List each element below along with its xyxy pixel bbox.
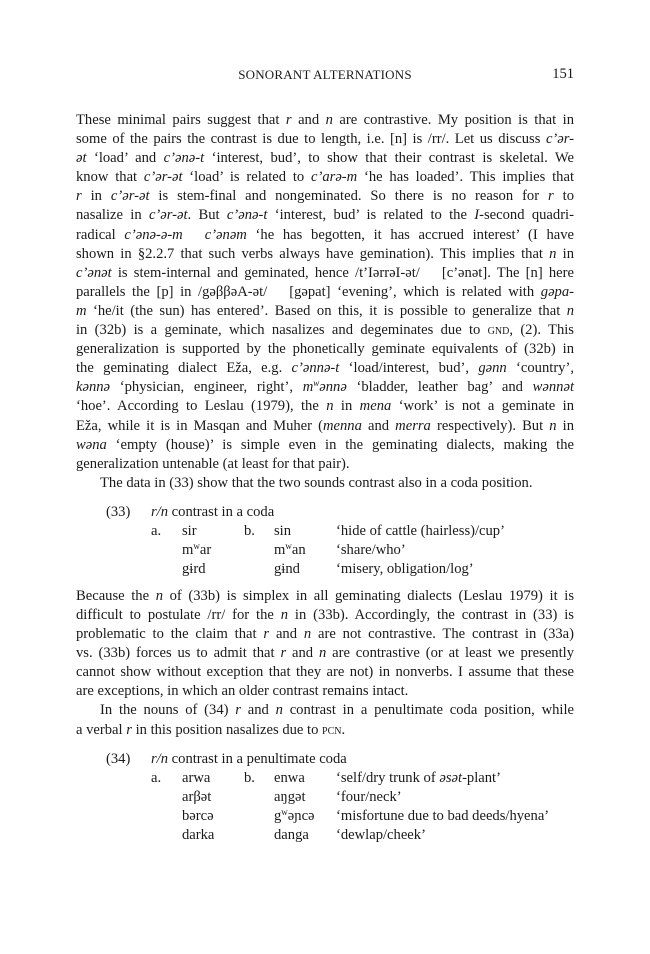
example-row xyxy=(76,807,574,826)
form-b: aŋgət xyxy=(274,788,306,805)
text-line: nasalize in c’ər-ət. But c’ənə-t ‘interest, bud’ is related to the I-second quadri- xyxy=(76,207,574,224)
example-row xyxy=(76,769,574,788)
example-row xyxy=(76,522,574,541)
text-line: generalization untenable (at least for that pair). xyxy=(76,455,350,472)
text-line: These minimal pairs suggest that r and n are contrastive. My position is that in xyxy=(76,112,575,128)
form-b: enwa xyxy=(274,769,305,786)
paragraph-4 xyxy=(76,701,574,739)
example-row xyxy=(76,560,574,579)
label-b: b. xyxy=(244,522,255,539)
running-title: SONORANT ALTERNATIONS xyxy=(238,67,412,82)
paragraph-1 xyxy=(76,111,574,474)
label-a: a. xyxy=(151,769,162,786)
gloss: ‘misery, obligation/log’ xyxy=(336,560,474,577)
form-b: gɨnd xyxy=(274,560,300,577)
paragraph-3 xyxy=(76,587,574,702)
text-line: problematic to the claim that r and n are not contrastive. The contrast in (33a) xyxy=(76,626,574,643)
text-line: r in c’ər-ət is stem-final and nongeminated. So there is no reason for r to xyxy=(76,188,574,205)
example-heading: r/n contrast in a coda xyxy=(151,503,275,520)
form-a: bərcə xyxy=(182,807,214,824)
text-line: parallels the [p] in /gəββəA-ət/ [gəpat] ‘evening’, which is related with gəpa- xyxy=(76,283,574,300)
page-body xyxy=(76,111,574,853)
form-a: arwa xyxy=(182,769,211,786)
form-a: sir xyxy=(182,522,197,539)
gloss: ‘self/dry trunk of əsət-plant’ xyxy=(336,769,501,786)
text-line: In the nouns of (34) r and n contrast in a penultimate coda position, while xyxy=(100,702,574,719)
gloss: ‘misfortune due to bad deeds/hyena’ xyxy=(336,807,550,824)
text-line: wəna ‘empty (house)’ is simple even in the geminating dialects, making the xyxy=(76,436,574,453)
example-number: (33) xyxy=(106,503,131,520)
example-heading: r/n contrast in a penultimate coda xyxy=(151,750,347,767)
form-a: arβət xyxy=(182,788,212,805)
example-33 xyxy=(76,503,574,579)
form-b: sin xyxy=(274,522,292,539)
form-a: $m^war$ xyxy=(182,540,212,558)
form-a: darka xyxy=(182,826,215,843)
gloss: ‘dewlap/cheek’ xyxy=(336,826,426,843)
text-line: Because the n of (33b) is simplex in all geminating dialects (Leslau 1979) it is xyxy=(76,587,575,604)
example-34 xyxy=(76,750,574,845)
text-line: some of the pairs the contrast is due to length, i.e. [n] is /rr/. Let us discuss c’ər- xyxy=(76,131,574,148)
text-line: vs. (33b) forces us to admit that r and n are contrastive (or at least we presently xyxy=(76,645,574,662)
text-line: difficult to postulate /rr/ for the n in (33b). Accordingly, the contrast in (33) is xyxy=(76,606,574,623)
text-line: the geminating dialect Eža, e.g. c’ənnə-t ‘load/interest, bud’, gənn ‘country’, xyxy=(76,360,574,377)
text-line: The data in (33) show that the two sounds contrast also in a coda position. xyxy=(100,474,533,491)
form-a: gɨrd xyxy=(182,560,206,577)
example-row xyxy=(76,826,574,845)
text-line: shown in §2.2.7 that such verbs always have gemination). This implies that n in xyxy=(76,245,575,262)
example-row xyxy=(76,541,574,560)
paragraph-2 xyxy=(76,474,574,493)
text-line: c’ənət is stem-internal and geminated, hence /t’IərrəI-ət/ [c’ənət]. The [n] here xyxy=(76,264,574,281)
text-line: generalization is supported by the phonetically geminate equivalents of (32b) in xyxy=(76,341,574,358)
form-b: danga xyxy=(274,826,309,843)
text-line: m ‘he/it (the sun) has entered’. Based on this, it is possible to generalize that n xyxy=(76,302,574,319)
label-b: b. xyxy=(244,769,255,786)
gloss: ‘hide of cattle (hairless)/cup’ xyxy=(336,522,505,539)
form-b: $g^wəɲcə$ xyxy=(274,806,315,824)
text-line: kənnə ‘physician, engineer, right’, $m^wənnə$ ‘bladder, leather bag’ and wənnət xyxy=(76,378,575,396)
gloss: ‘share/who’ xyxy=(336,541,406,558)
text-line: in (32b) is a geminate, which nasalizes and degeminates due to gnd, (2). This xyxy=(76,322,574,339)
text-line: cannot show without exception that they are not) in nonverbs. I assume that these xyxy=(76,664,574,681)
example-row xyxy=(76,788,574,807)
text-line: ət ‘load’ and c’ənə-t ‘interest, bud’, to show that their contrast is skeletal. We xyxy=(76,150,575,167)
page-number: 151 xyxy=(552,66,574,82)
label-a: a. xyxy=(151,522,162,539)
form-b: $m^wan$ xyxy=(274,540,306,558)
text-line: radical c’ənə-ə-m c’ənəm ‘he has begotten, it has accrued interest’ (I have xyxy=(76,226,574,243)
gloss: ‘four/neck’ xyxy=(336,788,402,805)
text-line: Eža, while it is in Masqan and Muher (menna and merra respectively). But n in xyxy=(76,417,575,434)
text-line: ‘hoe’. According to Leslau (1979), the n in mena ‘work’ is not a geminate in xyxy=(76,398,574,415)
text-line: know that c’ər-ət ‘load’ is related to c’arə-m ‘he has loaded’. This implies that xyxy=(76,169,574,186)
running-header xyxy=(76,67,574,85)
text-line: are exceptions, in which an older contrast remains intact. xyxy=(76,683,409,700)
text-line: a verbal r in this position nasalizes due to pcn. xyxy=(76,721,346,738)
example-number: (34) xyxy=(106,750,131,767)
